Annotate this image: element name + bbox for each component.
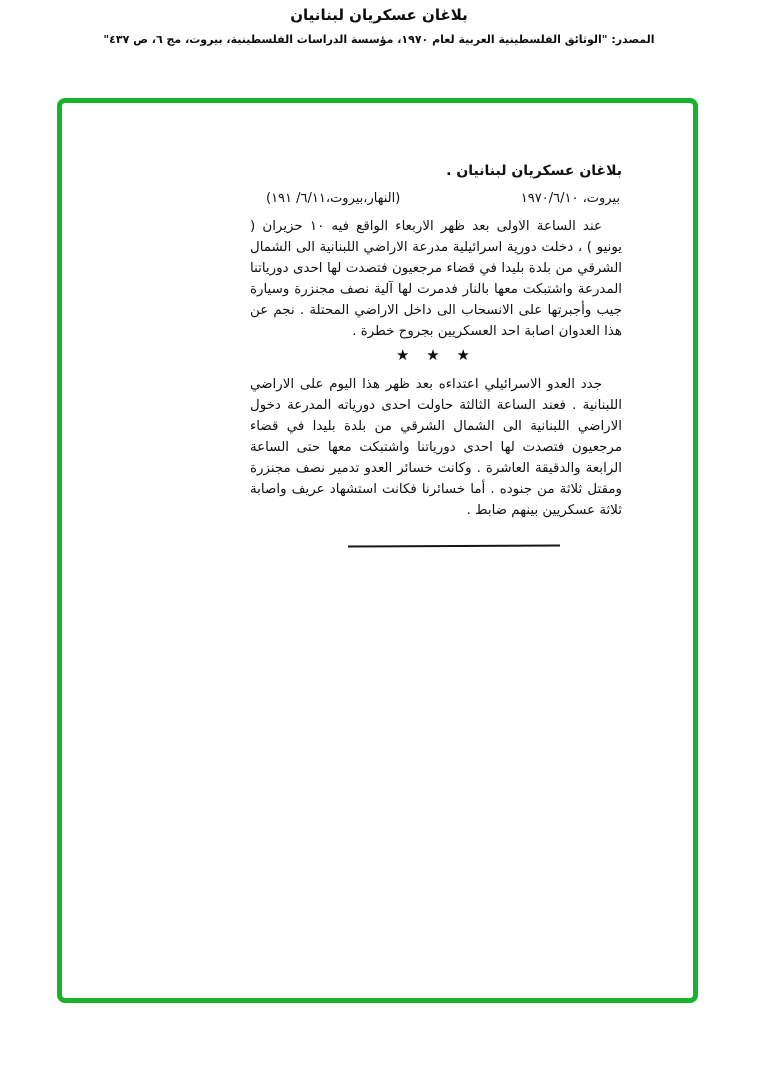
communique-2-paragraph: جدد العدو الاسرائيلي اعتداءه بعد ظهر هذا اليوم على الاراضي اللبنانية . فعند الساعة الثالثة حاولت احدى دورياته المدرعة دخول الاراضي اللبنانية الى الشمال الشرقي من بلدة بليدا في قضاء مرجعيون فتصدت لها احدى دورياتنا واشتبكت معها حتى الساعة الرابعة والدقيقة العاشرة . وكانت خسائر العدو تدمير نصف مجنزرة ومقتل ثلاثة من جنوده . أما خسائرنا فكانت استشهاد عريف واصابة ثلاثة عسكريين بينهم ضابط . (250, 377, 622, 518)
dateline-row (250, 191, 622, 206)
dateline-place-date: بيروت، ١٩٧٠/٦/١٠ (520, 191, 620, 206)
page-header-source-citation: المصدر: "الوثائق الفلسطينية العربية لعام ١٩٧٠، مؤسسة الدراسات الفلسطينية، بيروت، مج ٦، ص ٤٣٧" (103, 33, 655, 46)
page-header (0, 6, 758, 46)
communique-1-paragraph: عند الساعة الاولى بعد ظهر الاربعاء الواقع فيه ١٠ حزيران ( يونيو ) ، دخلت دورية اسرائيلية مدرعة الاراضي اللبنانية الى الشمال الشرقي من بلدة بليدا في قضاء مرجعيون فتصدت لها احدى دورياتنا المدرعة واشتبكت معها بالنار فدمرت لها آلية نصف مجنزرة وسيارة جيب وأجبرتها على الانسحاب الى داخل الاراضي المحتلة . نجم عن هذا العدوان اصابة احد العسكريين بجروح خطرة . (250, 219, 622, 339)
document-body (250, 163, 622, 547)
dateline-source-reference: (النهار،بيروت،٦/١١/ ١٩١) (266, 191, 401, 206)
page-header-title: بلاغان عسكريان لبنانيان (290, 6, 468, 24)
document-title: بلاغان عسكريان لبنانيان . (446, 163, 622, 179)
three-stars-separator: ★ ★ ★ (396, 346, 476, 364)
